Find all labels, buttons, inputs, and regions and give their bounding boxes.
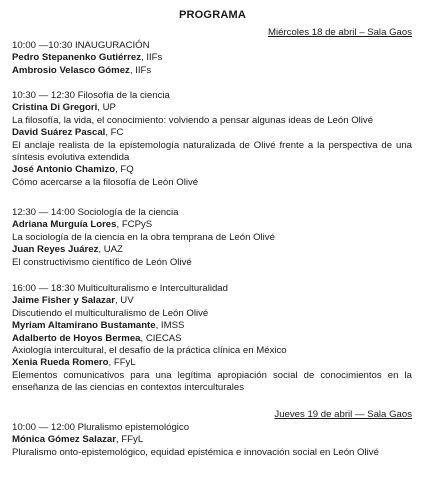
- session-heading: 10:30 — 12:30 Filosofía de la ciencia: [12, 90, 170, 101]
- talk-title: El constructivismo científico de León Olivé: [12, 256, 192, 268]
- speaker-affiliation: , UAZ: [98, 244, 123, 256]
- speaker-line: [12, 333, 412, 345]
- speaker-affiliation: , IMSS: [155, 320, 185, 332]
- speaker-line: [12, 434, 412, 446]
- day-heading-thursday: Jueves 19 de abril — Sala Gaos: [274, 409, 412, 420]
- talk-title: Discutiendo el multiculturalismo de León Olivé: [12, 307, 209, 319]
- talk-title: La filosofía, la vida, el conocimiento: volviendo a pensar algunas ideas de León Olivé: [12, 114, 374, 126]
- talk-title: Cómo acercarse a la filosofía de León Olivé: [12, 176, 199, 188]
- speaker-affiliation: , FFyL: [115, 434, 144, 446]
- session-multiculturalismo: [12, 283, 412, 395]
- talk-title: La sociología de la ciencia en la obra temprana de León Olivé: [12, 231, 275, 243]
- session-heading: 12:30 — 14:00 Sociología de la ciencia: [12, 207, 179, 218]
- speaker-affiliation: , IIFs: [141, 52, 163, 64]
- speaker-line: [12, 127, 412, 139]
- speaker-line: [12, 102, 412, 114]
- speaker-name: Juan Reyes Juárez: [12, 244, 99, 256]
- speaker-line: [12, 295, 412, 307]
- day-heading-wednesday: Miércoles 18 de abril – Sala Gaos: [268, 27, 412, 38]
- speaker-affiliation: , FC: [105, 127, 124, 139]
- speaker-line: [12, 219, 412, 231]
- session-heading: 10:00 — 12:00 Pluralismo epistemológico: [12, 422, 190, 433]
- speaker-line: [12, 65, 412, 77]
- speaker-line: [12, 244, 412, 256]
- speaker-line: [12, 357, 412, 369]
- session-heading: 16:00 — 18:30 Multiculturalismo e Interculturalidad: [12, 283, 228, 294]
- speaker-affiliation: , UP: [97, 102, 116, 114]
- speaker-affiliation: , FFyL: [108, 357, 136, 369]
- talk-title: El anclaje realista de la epistemología naturalizada de Olivé frente a la perspectiva de una síntesis evolutiva extendida: [12, 139, 412, 164]
- session-inauguracion: [12, 40, 412, 77]
- speaker-name: Adalberto de Hoyos Bermea: [12, 332, 141, 344]
- speaker-name: Cristina Di Gregori: [12, 102, 98, 114]
- session-pluralismo: [12, 422, 412, 459]
- page-title: PROGRAMA: [179, 9, 246, 21]
- speaker-name: Xenia Rueda Romero: [12, 357, 109, 369]
- speaker-name: David Suárez Pascal: [12, 127, 106, 139]
- speaker-name: Pedro Stepanenko Gutiérrez: [12, 52, 142, 64]
- speaker-name: Myriam Altamirano Bustamante: [12, 320, 156, 332]
- speaker-line: [12, 52, 412, 64]
- speaker-affiliation: , IIFs: [129, 64, 152, 76]
- speaker-affiliation: , FCPyS: [116, 219, 153, 231]
- speaker-line: [12, 164, 412, 176]
- speaker-affiliation: , UV: [114, 295, 134, 307]
- speaker-name: Mónica Gómez Salazar: [12, 434, 116, 446]
- speaker-affiliation: , CIECAS: [140, 332, 182, 344]
- talk-title: Pluralismo onto-epistemológico, equidad epistémica e innovación social en León Olivé: [12, 446, 379, 458]
- session-filosofia-ciencia: [12, 90, 412, 189]
- speaker-name: Adriana Murguía Lores: [12, 219, 117, 231]
- speaker-name: Ambrosio Velasco Gómez: [12, 64, 130, 76]
- session-heading: 10:00 —10:30 INAUGURACIÓN: [12, 40, 150, 51]
- speaker-line: [12, 320, 412, 332]
- speaker-affiliation: , FQ: [115, 164, 134, 176]
- session-sociologia-ciencia: [12, 207, 412, 269]
- speaker-name: Jaime Fisher y Salazar: [12, 295, 115, 307]
- talk-title: Axiología intercultural, el desafío de la práctica clínica en México: [12, 345, 287, 357]
- speaker-name: José Antonio Chamizo: [12, 164, 116, 176]
- talk-title: Elementos comunicativos para una legítima apropiación social de conocimientos en la enseñanza de las ciencias en contextos interculturales: [12, 369, 412, 394]
